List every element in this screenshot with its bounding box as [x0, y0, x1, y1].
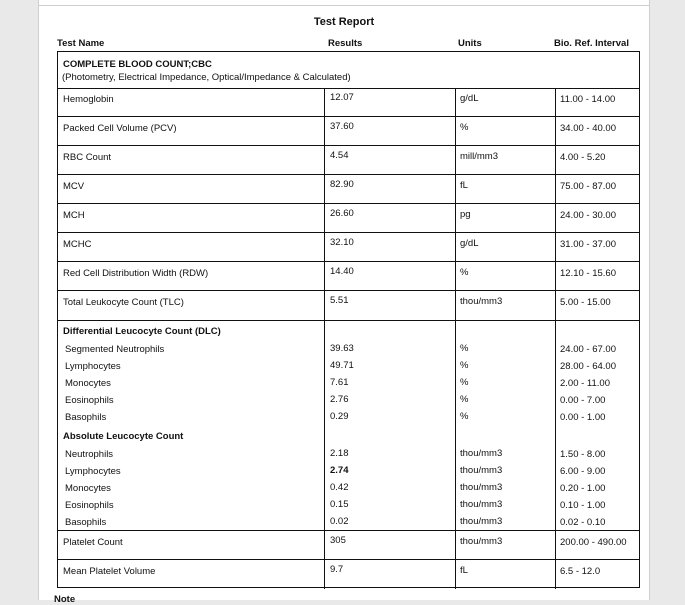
- dlc-item-name: Eosinophils: [65, 395, 114, 406]
- test-result: 9.7: [330, 564, 344, 575]
- row-divider: [58, 261, 639, 262]
- test-result: 37.60: [330, 121, 354, 132]
- dlc-item-unit: %: [460, 343, 469, 354]
- test-ref-interval: 4.00 - 5.20: [560, 152, 606, 163]
- section-subtitle: (Photometry, Electrical Impedance, Optical/Impedance & Calculated): [62, 72, 351, 83]
- test-ref-interval: 24.00 - 30.00: [560, 210, 616, 221]
- test-ref-interval: 12.10 - 15.60: [560, 268, 616, 279]
- dlc-item-ref: 24.00 - 67.00: [560, 344, 616, 355]
- test-unit: mill/mm3: [460, 151, 498, 162]
- test-name: RBC Count: [63, 152, 112, 163]
- row-divider: [58, 116, 639, 117]
- dlc-item-name: Lymphocytes: [65, 361, 121, 372]
- test-ref-interval: 31.00 - 37.00: [560, 239, 616, 250]
- dlc-item-name: Monocytes: [65, 378, 111, 389]
- row-divider: [58, 145, 639, 146]
- column-divider: [555, 88, 556, 589]
- alc-item-unit: thou/mm3: [460, 448, 503, 459]
- dlc-item-result: 49.71: [330, 360, 354, 371]
- alc-item-result: 0.02: [330, 516, 349, 527]
- test-name: Packed Cell Volume (PCV): [63, 123, 177, 134]
- test-result: 305: [330, 535, 346, 546]
- alc-item-ref: 0.20 - 1.00: [560, 483, 606, 494]
- alc-item-unit: thou/mm3: [460, 499, 503, 510]
- test-unit: %: [460, 267, 469, 278]
- note-label: Note: [54, 594, 76, 605]
- test-ref-interval: 5.00 - 15.00: [560, 297, 611, 308]
- test-unit: g/dL: [460, 238, 479, 249]
- alc-item-name: Basophils: [65, 517, 107, 528]
- report-page: [38, 0, 650, 605]
- row-divider: [58, 174, 639, 175]
- results-table: [57, 51, 640, 588]
- row-divider: [58, 320, 639, 321]
- dlc-item-result: 39.63: [330, 343, 354, 354]
- row-divider: [58, 88, 639, 89]
- alc-item-name: Monocytes: [65, 483, 111, 494]
- alc-item-unit: thou/mm3: [460, 482, 503, 493]
- test-name: Red Cell Distribution Width (RDW): [63, 268, 209, 279]
- alc-item-ref: 1.50 - 8.00: [560, 449, 606, 460]
- test-result: 82.90: [330, 179, 354, 190]
- row-divider: [58, 232, 639, 233]
- dlc-item-name: Segmented Neutrophils: [65, 344, 165, 355]
- test-name: MCV: [63, 181, 85, 192]
- dlc-item-unit: %: [460, 411, 469, 422]
- test-ref-interval: 200.00 - 490.00: [560, 537, 627, 548]
- alc-item-ref: 0.02 - 0.10: [560, 517, 606, 528]
- test-unit: g/dL: [460, 93, 479, 104]
- row-divider: [58, 530, 639, 531]
- test-unit: pg: [460, 209, 471, 220]
- header-units: Units: [458, 38, 482, 49]
- dlc-item-ref: 0.00 - 1.00: [560, 412, 606, 423]
- alc-item-result: 0.15: [330, 499, 349, 510]
- test-unit: %: [460, 122, 469, 133]
- alc-item-result: 2.18: [330, 448, 349, 459]
- alc-item-name: Neutrophils: [65, 449, 114, 460]
- alc-item-result: 2.74: [330, 465, 349, 476]
- test-ref-interval: 11.00 - 14.00: [560, 94, 616, 105]
- test-result: 12.07: [330, 92, 354, 103]
- alc-item-ref: 6.00 - 9.00: [560, 466, 606, 477]
- test-ref-interval: 6.5 - 12.0: [560, 566, 601, 577]
- test-unit: thou/mm3: [460, 296, 503, 307]
- alc-item-result: 0.42: [330, 482, 349, 493]
- column-divider: [324, 88, 325, 589]
- section-title: COMPLETE BLOOD COUNT;CBC: [63, 59, 212, 70]
- test-name: Hemoglobin: [63, 94, 114, 105]
- test-result: 32.10: [330, 237, 354, 248]
- dlc-item-unit: %: [460, 377, 469, 388]
- header-test-name: Test Name: [57, 38, 105, 49]
- test-name: Platelet Count: [63, 537, 123, 548]
- dlc-item-ref: 0.00 - 7.00: [560, 395, 606, 406]
- column-divider: [455, 88, 456, 589]
- dlc-item-name: Basophils: [65, 412, 107, 423]
- header-ref-interval: Bio. Ref. Interval: [554, 38, 629, 49]
- header-results: Results: [328, 38, 363, 49]
- dlc-item-unit: %: [460, 394, 469, 405]
- dlc-item-result: 0.29: [330, 411, 349, 422]
- alc-item-name: Lymphocytes: [65, 466, 121, 477]
- test-result: 5.51: [330, 295, 349, 306]
- test-result: 14.40: [330, 266, 354, 277]
- test-unit: fL: [460, 565, 468, 576]
- report-title: Test Report: [313, 16, 375, 28]
- test-ref-interval: 75.00 - 87.00: [560, 181, 616, 192]
- test-name: Total Leukocyte Count (TLC): [63, 297, 184, 308]
- top-divider: [39, 5, 649, 6]
- row-divider: [58, 559, 639, 560]
- test-name: MCHC: [63, 239, 92, 250]
- test-name: Mean Platelet Volume: [63, 566, 156, 577]
- test-unit: fL: [460, 180, 468, 191]
- test-ref-interval: 34.00 - 40.00: [560, 123, 616, 134]
- alc-item-unit: thou/mm3: [460, 516, 503, 527]
- row-divider: [58, 290, 639, 291]
- dlc-item-ref: 2.00 - 11.00: [560, 378, 611, 389]
- test-name: MCH: [63, 210, 85, 221]
- test-unit: thou/mm3: [460, 536, 503, 547]
- test-result: 4.54: [330, 150, 349, 161]
- dlc-item-result: 7.61: [330, 377, 349, 388]
- alc-item-name: Eosinophils: [65, 500, 114, 511]
- row-divider: [58, 203, 639, 204]
- test-result: 26.60: [330, 208, 354, 219]
- dlc-item-result: 2.76: [330, 394, 349, 405]
- dlc-item-ref: 28.00 - 64.00: [560, 361, 616, 372]
- dlc-title: Differential Leucocyte Count (DLC): [63, 326, 221, 337]
- alc-item-ref: 0.10 - 1.00: [560, 500, 606, 511]
- dlc-item-unit: %: [460, 360, 469, 371]
- alc-item-unit: thou/mm3: [460, 465, 503, 476]
- alc-title: Absolute Leucocyte Count: [63, 431, 184, 442]
